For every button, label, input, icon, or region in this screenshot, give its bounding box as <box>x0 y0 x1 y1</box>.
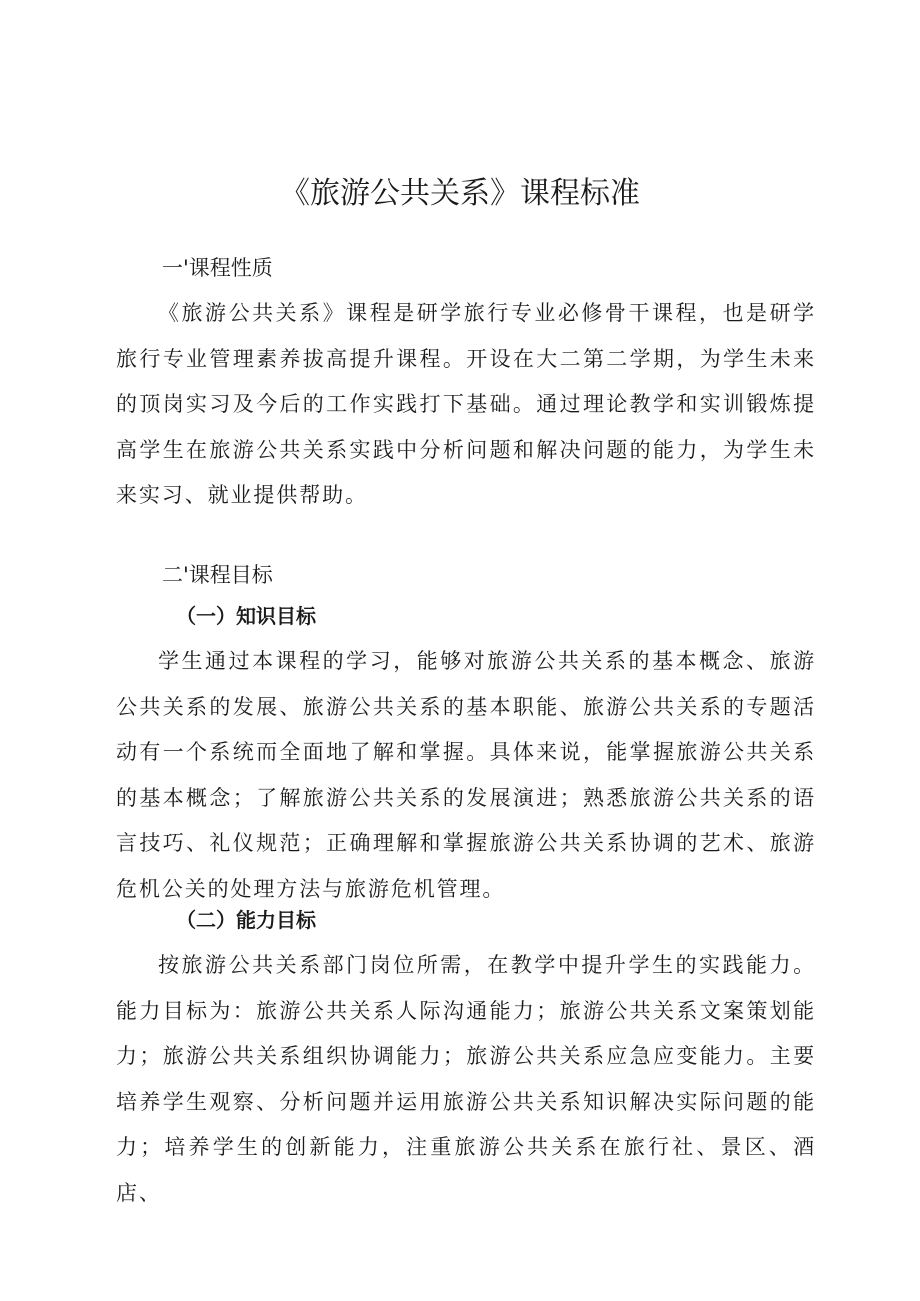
document-title: 《旅游公共关系》课程标准 <box>280 176 640 211</box>
paragraph-knowledge-objectives: 学生通过本课程的学习，能够对旅游公共关系的基本概念、旅游公共关系的发展、旅游公共关系的基本职能、旅游公共关系的专题活动有一个系统而全面地了解和掌握。具体来说，能掌握旅游公共关系的基本概念；了解旅游公共关系的发展演进；熟悉旅游公共关系的语言技巧、礼仪规范；正确理解和掌握旅游公共关系协调的艺术、旅游危机公关的处理方法与旅游危机管理。 <box>116 649 816 901</box>
paragraph-ability-objectives: 按旅游公共关系部门岗位所需，在教学中提升学生的实践能力。能力目标为：旅游公共关系人际沟通能力；旅游公共关系文案策划能力；旅游公共关系组织协调能力；旅游公共关系应急应变能力。主要培养学生观察、分析问题并运用旅游公共关系知识解决实际问题的能力；培养学生的创新能力，注重旅游公共关系在旅行社、景区、酒店、 <box>116 953 816 1205</box>
section-heading-course-nature: 一'课程性质 <box>162 256 273 280</box>
subheading-ability-objectives: （二）能力目标 <box>176 908 316 932</box>
subheading-knowledge-objectives: （一）知识目标 <box>176 604 316 628</box>
section-heading-course-objectives: 二'课程目标 <box>162 563 273 587</box>
paragraph-course-nature: 《旅游公共关系》课程是研学旅行专业必修骨干课程，也是研学旅行专业管理素养拔高提升课程。开设在大二第二学期，为学生未来的顶岗实习及今后的工作实践打下基础。通过理论教学和实训锻炼提高学生在旅游公共关系实践中分析问题和解决问题的能力，为学生未来实习、就业提供帮助。 <box>116 301 816 508</box>
